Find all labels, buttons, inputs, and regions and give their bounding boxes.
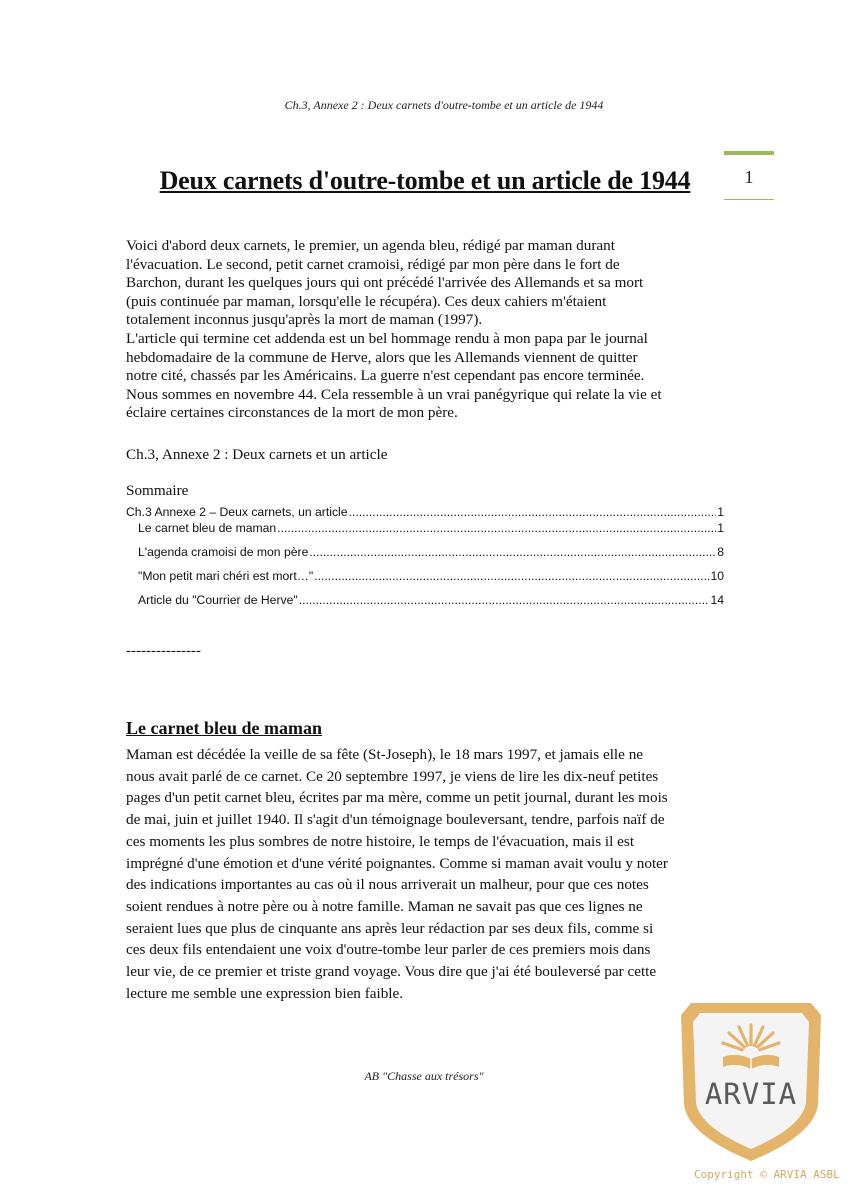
toc-entry-page: 1	[717, 521, 724, 535]
intro-line: Nous sommes en novembre 44. Cela ressemble à un vrai panégyrique qui relate la vie et	[126, 385, 662, 403]
toc-entry[interactable]	[126, 505, 724, 521]
body-line: des indications importantes au cas où il nous arriverait un malheur, pour que ces notes	[126, 876, 649, 894]
body-line: ces deux fils entendaient une voix d'outre-tombe leur parler de ces premiers mois dans	[126, 941, 651, 959]
section-separator: ---------------	[126, 643, 201, 659]
toc-entry[interactable]	[126, 569, 724, 585]
intro-line: L'article qui termine cet addenda est un bel hommage rendu à mon papa par le journal	[126, 329, 648, 347]
section-heading: Le carnet bleu de maman	[126, 718, 322, 738]
intro-line: Voici d'abord deux carnets, le premier, un agenda bleu, rédigé par maman durant	[126, 237, 615, 254]
badge-text: ARVIA	[704, 1077, 798, 1111]
running-header: Ch.3, Annexe 2 : Deux carnets d'outre-tombe et un article de 1944	[284, 98, 604, 112]
section-reference: Ch.3, Annexe 2 : Deux carnets et un article	[126, 446, 388, 463]
running-footer: AB "Chasse aux trésors"	[364, 1069, 484, 1083]
body-line: lecture me semble une expression bien faible.	[126, 984, 404, 1002]
toc-entry-page: 14	[710, 593, 724, 607]
table-of-contents	[126, 505, 724, 609]
toc-heading: Sommaire	[126, 482, 189, 499]
toc-leader-dots	[349, 505, 717, 519]
toc-entry-page: 1	[717, 505, 724, 519]
toc-entry-label: "Mon petit mari chéri est mort…"	[138, 569, 314, 583]
section-paragraph	[126, 744, 726, 1004]
body-line: imprégné d'une émotion et d'une vérité poignantes. Comme si maman avait voulu y noter	[126, 854, 668, 872]
page-number-rule-top	[724, 151, 774, 155]
arvia-logo-badge	[676, 995, 826, 1165]
page-number: 1	[744, 167, 754, 187]
intro-line: éclaire certaines circonstances de la mort de mon père.	[126, 404, 458, 422]
arvia-shield-icon	[676, 995, 826, 1165]
body-line: soient rendues à notre père ou à notre famille. Maman ne savait pas que ces lignes ne	[126, 897, 643, 915]
toc-entry-label: Le carnet bleu de maman	[138, 521, 277, 535]
toc-leader-dots	[277, 521, 716, 535]
body-line: ces moments les plus sombres de notre histoire, le temps de l'évacuation, mais il est	[126, 832, 635, 850]
toc-entry-page: 8	[717, 545, 724, 559]
toc-entry-label: Ch.3 Annexe 2 – Deux carnets, un article	[126, 505, 348, 519]
toc-entry[interactable]	[126, 521, 724, 537]
toc-entry-label: L'agenda cramoisi de mon père	[138, 545, 309, 559]
intro-line: totalement inconnus jusqu'après la mort de maman (1997).	[126, 311, 483, 329]
toc-entry-label: Article du "Courrier de Herve"	[138, 593, 298, 607]
body-line: Maman est décédée la veille de sa fête (St-Joseph), le 18 mars 1997, et jamais elle ne	[126, 746, 644, 763]
page-number-rule-bottom	[724, 199, 774, 200]
copyright-notice: Copyright © ARVIA ASBL	[694, 1168, 840, 1181]
intro-line: l'évacuation. Le second, petit carnet cramoisi, rédigé par mon père dans le fort de	[126, 255, 620, 273]
intro-line: Barchon, durant les quelques jours qui ont précédé l'arrivée des Allemands et sa mort	[126, 274, 644, 292]
body-line: pages d'un petit carnet bleu, écrites par ma mère, comme un petit journal, durant les mois	[126, 789, 668, 807]
toc-entry-page: 10	[710, 569, 724, 583]
toc-entry[interactable]	[126, 593, 724, 609]
document-title: Deux carnets d'outre-tombe et un article de 1944	[159, 166, 691, 195]
body-line: nous avait parlé de ce carnet. Ce 20 septembre 1997, je viens de lire les dix-neuf petites	[126, 767, 659, 785]
intro-line: hebdomadaire de la commune de Herve, alors que les Allemands viennent de quitter	[126, 348, 638, 366]
intro-paragraph	[126, 237, 726, 423]
body-line: de mai, juin et juillet 1940. Il s'agit d'un témoignage bouleversant, tendre, parfois naïf de	[126, 811, 665, 829]
toc-leader-dots	[314, 569, 709, 583]
toc-leader-dots	[309, 545, 716, 559]
body-line: leur vie, de ce premier et triste grand voyage. Vous dire que j'ai été bouleversé par cette	[126, 963, 657, 981]
intro-line: (puis continuée par maman, lorsqu'elle le récupéra). Ces deux cahiers m'étaient	[126, 292, 607, 310]
intro-line: notre cité, chassés par les Américains. La guerre n'est cependant pas encore terminée.	[126, 367, 645, 385]
body-line: seraient lues que plus de cinquante ans après leur rédaction par ses deux fils, comme si	[126, 919, 654, 937]
toc-entry[interactable]	[126, 545, 724, 561]
toc-leader-dots	[299, 593, 710, 607]
